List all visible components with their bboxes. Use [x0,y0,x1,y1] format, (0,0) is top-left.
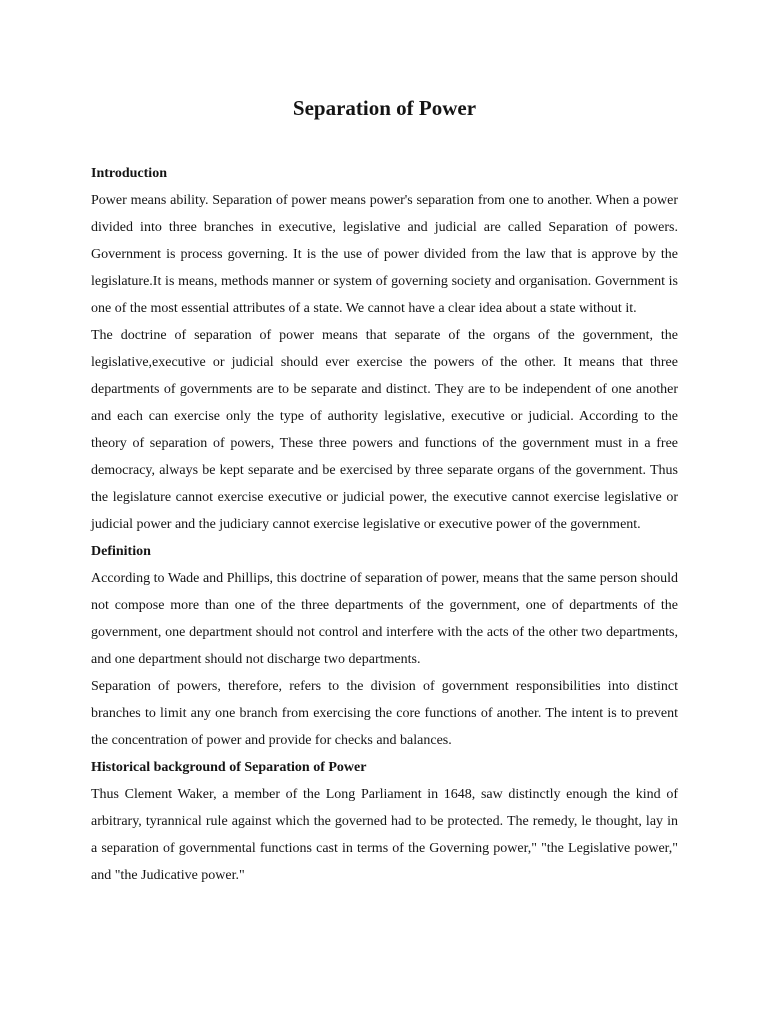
section-historical-background [91,754,678,889]
document-title: Separation of Power [292,96,477,120]
section-heading: Definition [91,544,151,559]
paragraph: Thus Clement Waker, a member of the Long Parliament in 1648, saw distinctly enough the kind of arbitrary, tyrannical rule against which the governed had to be protected. The remedy, le thought, lay in a separation of governmental functions cast in terms of the Governing power," "the Legislative power," and "the Judicative power." [91,787,678,883]
paragraph: The doctrine of separation of power means that separate of the organs of the government, the legislative,executive or judicial should ever exercise the powers of the other. It means that three departments of governments are to be separate and distinct. They are to be independent of one another and each can exercise only the type of authority legislative, executive or judicial. According to the theory of separation of powers, These three powers and functions of the government must in a free democracy, always be kept separate and be exercised by three separate organs of the government. Thus the legislature cannot exercise executive or judicial power, the executive cannot exercise legislative or judicial power and the judiciary cannot exercise legislative or executive power of the government. [91,328,678,532]
section-introduction [91,160,678,538]
paragraph: Power means ability. Separation of power means power's separation from one to another. When a power divided into three branches in executive, legislative and judicial are called Separation of powers. Government is process governing. It is the use of power divided from the law that is approve by the legislature.It is means, methods manner or system of governing society and organisation. Government is one of the most essential attributes of a state. We cannot have a clear idea about a state without it. [91,193,678,316]
section-heading: Introduction [91,166,167,181]
document-page [91,92,678,889]
section-definition [91,538,678,754]
section-heading: Historical background of Separation of Power [91,760,367,775]
paragraph: According to Wade and Phillips, this doctrine of separation of power, means that the same person should not compose more than one of the three departments of the government, one of departments of the government, one department should not control and interfere with the acts of the other two departments, and one department should not discharge two departments. [91,571,678,667]
paragraph: Separation of powers, therefore, refers to the division of government responsibilities into distinct branches to limit any one branch from exercising the core functions of another. The intent is to prevent the concentration of power and provide for checks and balances. [91,679,678,748]
